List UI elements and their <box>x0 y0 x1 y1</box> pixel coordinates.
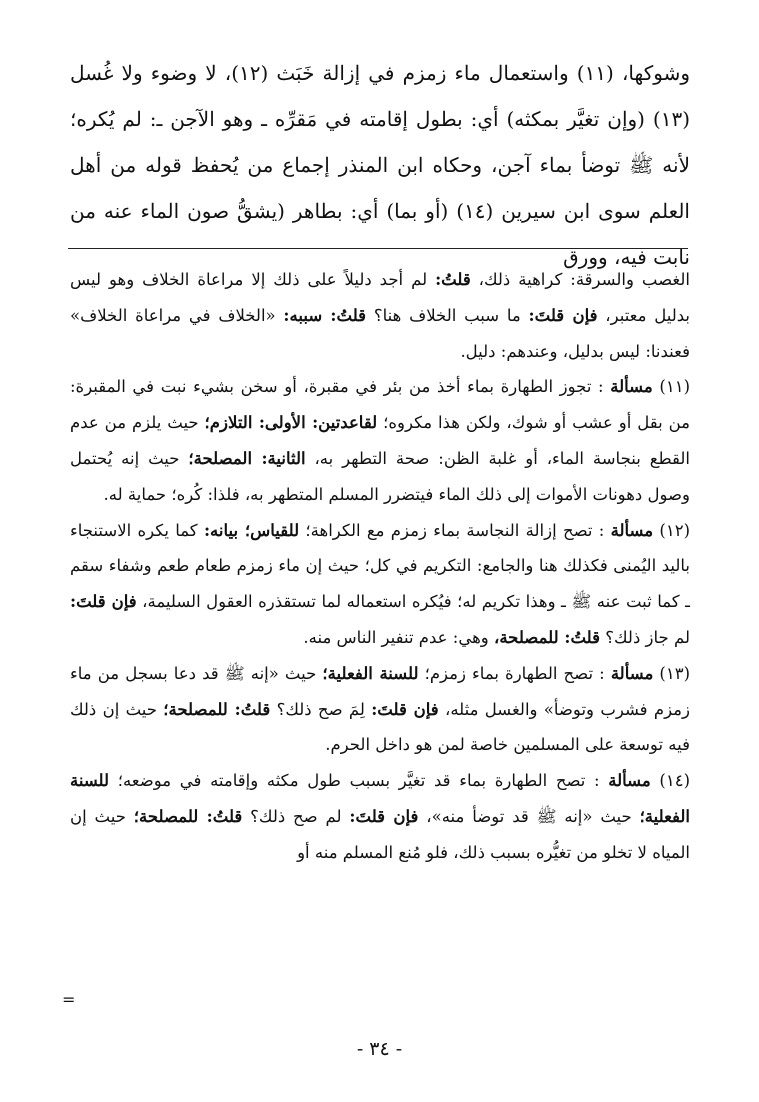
footnote-14 <box>70 763 690 870</box>
footnote-text: حيث «إنه ﷺ قد توضأ منه»، <box>418 806 640 826</box>
footnote-text: حيث «إنه ﷺ قد دعا بسجل من ماء زمزم فشرب وتوضأ» والغسل مثله، <box>70 663 690 719</box>
footnote-text: : تجوز الطهارة بماء أخذ من بئر في مقبرة، أو سخن بشيء نبت في المقبرة: من بقل أو عشب أو شوك، ولكن هذا مكروه؛ <box>70 377 690 433</box>
footnote-number: (١١) <box>659 377 690 397</box>
footnote-11 <box>70 369 690 512</box>
footnote-bold: قلتُ: سببه: <box>283 305 367 325</box>
footnote-bold: فإن قلتَ: <box>70 592 137 612</box>
footnote-text: لِمَ صح ذلك؟ <box>270 699 372 719</box>
footnote-separator <box>68 248 688 249</box>
footnotes <box>70 262 690 871</box>
footnote-text: ما سبب الخلاف هنا؟ <box>366 305 529 325</box>
footnote-text: «الخلاف في مراعاة الخلاف» فعندنا: ليس بدليل، وعندهم: دليل. <box>70 305 690 361</box>
footnote-number: (١٢) <box>659 520 690 540</box>
footnote-bold: الثانية: المصلحة؛ <box>188 448 306 468</box>
footnote-bold: لقاعدتين: الأولى: التلازم؛ <box>204 413 378 433</box>
footnote-text: لم أجد دليلاً على ذلك إلا مراعاة الخلاف وهو ليس بدليل معتبر، <box>70 270 691 325</box>
footnote-text: كما يكره الاستنجاء باليد اليُمنى فكذلك هنا والجامع: التكريم في كل؛ حيث إن ماء زمزم طعام طعم وشفاء سقم ـ كما ثبت عنه ﷺ ـ وهذا تكريم له؛ فيُكره استعماله لما تستقذره العقول السليمة، <box>70 520 690 612</box>
footnote-12 <box>70 513 690 656</box>
footnote-text: لم جاز ذلك؟ <box>600 627 690 647</box>
footnote-text: حيث إنه يُحتمل وصول دهونات الأموات إلى ذلك الماء فيتضرر المسلم المتطهر به، فلذا: كُره؛ حماية له. <box>70 448 690 504</box>
footnote-text: حيث إن المياه لا تخلو من تغيُّره بسبب ذلك، فلو مُنع المسلم منه أو <box>70 806 690 862</box>
footnote-bold: قلتُ: للمصلحة؛ <box>163 699 271 719</box>
footnote-bold: قلتُ: <box>435 270 471 289</box>
footnote-bold: فإن قلتَ: <box>371 699 439 719</box>
footnote-bold: فإن قلتَ: <box>349 806 419 826</box>
footnote-number: (١٣) <box>659 663 690 683</box>
main-paragraph: وشوكها، (١١) واستعمال ماء زمزم في إزالة خَبَث (١٢)، لا وضوء ولا غُسل (١٣) (وإن تغيَّر بمكثه) أي: بطول إقامته في مَقرِّه ـ وهو الآجن ـ: لم يُكره؛ لأنه ﷺ توضأ بماء آجن، وحكاه ابن المنذر إجماع من يُحفظ قوله من أهل العلم سوى ابن سيرين (١٤) (أو بما) أي: بطاهر (يشقُّ صون الماء عنه من نابت فيه، وورق <box>70 61 691 269</box>
footnote-text: وهي: عدم تنفير الناس منه. <box>303 627 494 647</box>
footnote-bold: قلتُ: للمصلحة؛ <box>133 806 243 826</box>
footnote-text: الغصب والسرقة: كراهية ذلك، <box>470 270 691 289</box>
footnote-label: مسألة <box>610 520 654 540</box>
footnote-text: : تصح إزالة النجاسة بماء زمزم مع الكراهة؛ <box>299 520 611 540</box>
footnote-continuation <box>70 262 690 369</box>
footnote-bold: للسنة الفعلية؛ <box>322 663 419 683</box>
footnote-label: مسألة <box>610 663 654 683</box>
footnote-bold: للقياس؛ بيانه: <box>203 520 300 540</box>
footnote-text: : تصح الطهارة بماء قد تغيَّر بسبب طول مكثه وإقامته في موضعه؛ <box>109 771 609 791</box>
continuation-mark: = <box>62 990 76 1009</box>
footnote-text: حيث يلزم من عدم القطع بنجاسة الماء، أو غلبة الظن: صحة التطهر به، <box>70 413 690 468</box>
footnote-bold: قلتُ: للمصلحة، <box>494 627 601 647</box>
footnote-bold: فإن قلتَ: <box>528 305 598 325</box>
footnote-bold: للسنة الفعلية؛ <box>70 771 691 826</box>
footnote-number: (١٤) <box>659 771 690 791</box>
footnote-label: مسألة <box>608 771 651 791</box>
main-text <box>70 50 690 280</box>
footnote-text: : تصح الطهارة بماء زمزم؛ <box>418 663 611 683</box>
footnote-label: مسألة <box>610 377 653 397</box>
footnote-13 <box>70 656 690 763</box>
footnote-text: لم صح ذلك؟ <box>242 806 350 826</box>
page-number: - ٣٤ - <box>356 1038 403 1060</box>
footnote-text: حيث إن ذلك فيه توسعة على المسلمين خاصة لمن هو داخل الحرم. <box>70 699 690 755</box>
